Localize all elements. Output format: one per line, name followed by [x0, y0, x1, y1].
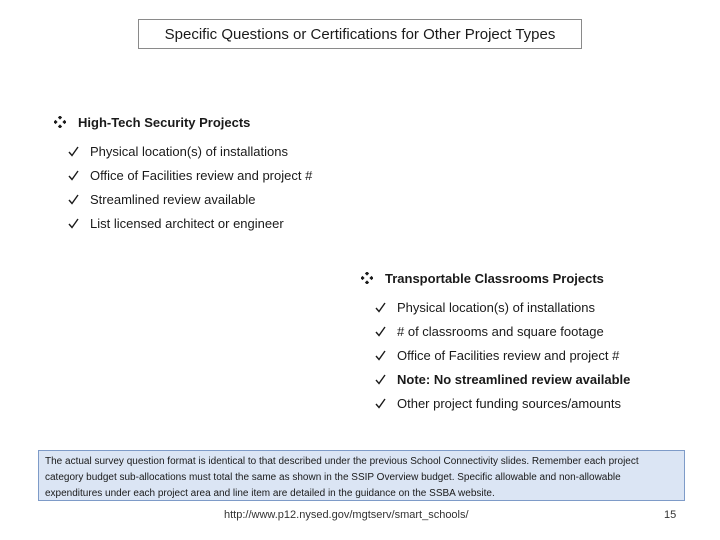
slide-title: Specific Questions or Certifications for Other Project Types — [138, 19, 582, 49]
list-item-text: Office of Facilities review and project # — [90, 167, 313, 183]
checkmark-icon — [68, 194, 80, 205]
list-item — [68, 211, 312, 235]
list-item — [68, 139, 312, 163]
list-item-text: Streamlined review available — [90, 191, 256, 207]
list-item — [375, 391, 630, 415]
page-number: 15 — [664, 509, 677, 521]
section-transportable-classrooms — [361, 268, 630, 415]
checkmark-icon — [68, 146, 80, 157]
list-item — [375, 343, 630, 367]
checkmark-icon — [68, 218, 80, 229]
diamond-bullet-icon — [54, 116, 70, 128]
section-high-tech-security — [54, 112, 312, 235]
list-item — [375, 367, 630, 391]
list-item-text: Other project funding sources/amounts — [397, 395, 622, 411]
list-item-text: List licensed architect or engineer — [90, 215, 284, 231]
diamond-bullet-icon — [361, 272, 377, 284]
list-item — [375, 295, 630, 319]
section-heading-text: Transportable Classrooms Projects — [385, 270, 604, 286]
list-item-text: # of classrooms and square footage — [397, 323, 604, 339]
checkmark-icon — [375, 302, 387, 313]
list-item-text: Note: No streamlined review available — [397, 371, 631, 387]
item-list — [375, 295, 630, 415]
section-heading — [54, 112, 312, 132]
checkmark-icon — [375, 350, 387, 361]
checkmark-icon — [375, 326, 387, 337]
checkmark-icon — [375, 398, 387, 409]
list-item-text: Physical location(s) of installations — [90, 143, 288, 159]
checkmark-icon — [375, 374, 387, 385]
list-item-text: Physical location(s) of installations — [397, 299, 595, 315]
section-heading — [361, 268, 630, 288]
list-item — [375, 319, 630, 343]
list-item — [68, 163, 312, 187]
item-list — [68, 139, 312, 235]
list-item-text: Office of Facilities review and project # — [397, 347, 620, 363]
list-item — [68, 187, 312, 211]
section-heading-text: High-Tech Security Projects — [78, 114, 251, 130]
note-box: The actual survey question format is identical to that described under the previous School Connectivity slides. Remember each project category budget sub-allocations must total the same as shown in the SSIP Overview budget. Specific allowable and non-allowable expenditures under each project area and line item are detailed in the guidance on the SSBA website. — [38, 450, 685, 501]
checkmark-icon — [68, 170, 80, 181]
footer-url: http://www.p12.nysed.gov/mgtserv/smart_schools/ — [224, 509, 469, 521]
